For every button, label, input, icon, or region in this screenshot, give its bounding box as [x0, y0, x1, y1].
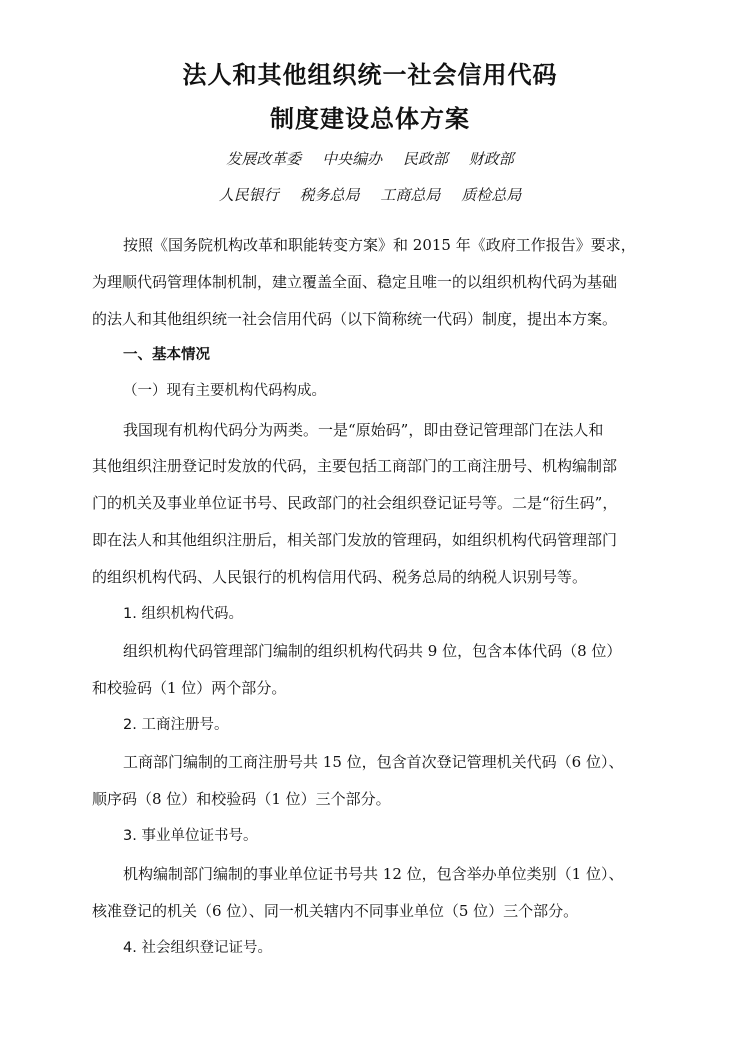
issuer: 税务总局	[299, 186, 360, 204]
section-heading: 一、基本情况	[123, 347, 210, 363]
body-text-line: 机构编制部门编制的事业单位证书号共 12 位，包含举办单位类别（1 位）、	[123, 865, 624, 883]
body-text-line: 门的机关及事业单位证书号、民政部门的社会组织登记证号等。二是“衍生码”，	[92, 494, 618, 512]
issuer: 工商总局	[380, 186, 441, 204]
body-text-line: 组织机构代码管理部门编制的组织机构代码共 9 位，包含本体代码（8 位）	[123, 642, 622, 660]
body-text-line: 顺序码（8 位）和校验码（1 位）三个部分。	[92, 790, 391, 808]
body-text-line: 的法人和其他组织统一社会信用代码（以下简称统一代码）制度，提出本方案。	[92, 310, 618, 328]
body-text-line: 工商部门编制的工商注册号共 15 位，包含首次登记管理机关代码（6 位）、	[123, 753, 624, 771]
item-heading: 1. 组织机构代码。	[123, 606, 243, 622]
issuer: 发展改革委	[226, 150, 302, 168]
issuer: 中央编办	[322, 150, 383, 168]
issuer: 财政部	[468, 150, 514, 168]
body-text-line: 为理顺代码管理体制机制，建立覆盖全面、稳定且唯一的以组织机构代码为基础	[92, 273, 618, 291]
body-text-line: 按照《国务院机构改革和职能转变方案》和 2015 年《政府工作报告》要求，	[123, 236, 636, 254]
body-text-line: 的组织机构代码、人民银行的机构信用代码、税务总局的纳税人识别号等。	[92, 568, 588, 586]
body-text-line: 核准登记的机关（6 位）、同一机关辖内不同事业单位（5 位）三个部分。	[92, 902, 579, 920]
item-heading: 4. 社会组织登记证号。	[123, 940, 272, 956]
issuer: 人民银行	[218, 186, 279, 204]
issuer: 质检总局	[461, 186, 522, 204]
item-heading: 2. 工商注册号。	[123, 717, 229, 733]
issuer: 民政部	[402, 150, 448, 168]
body-text-line: 和校验码（1 位）两个部分。	[92, 679, 287, 697]
body-text-line: 其他组织注册登记时发放的代码，主要包括工商部门的工商注册号、机构编制部	[92, 457, 618, 475]
document-title-line-1: 法人和其他组织统一社会信用代码	[182, 61, 558, 89]
issuing-departments-row-1	[0, 149, 740, 169]
item-heading: 3. 事业单位证书号。	[123, 828, 258, 844]
issuing-departments-row-2	[0, 185, 740, 205]
body-text-line: 我国现有机构代码分为两类。一是“原始码”，即由登记管理部门在法人和	[123, 421, 604, 439]
subsection-heading: （一）现有主要机构代码构成。	[123, 383, 326, 399]
document-title-line-2: 制度建设总体方案	[270, 105, 470, 133]
body-text-line: 即在法人和其他组织注册后，相关部门发放的管理码，如组织机构代码管理部门	[92, 531, 618, 549]
